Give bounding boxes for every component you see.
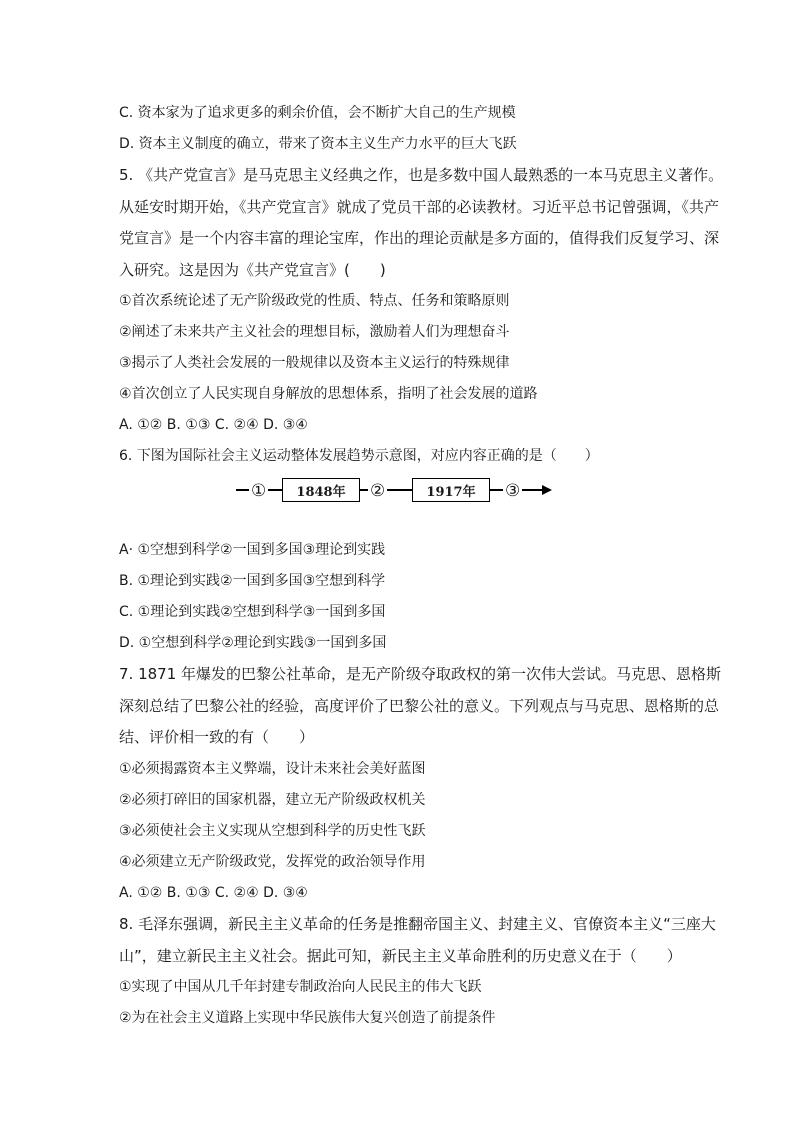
question-7-stem: 7. 1871 年爆发的巴黎公社革命，是无产阶级夺取政权的第一次伟大尝试。马克思、恩格斯 (119, 665, 722, 683)
question-5-stem: 党宣言》是一个内容丰富的理论宝库，作出的理论贡献是多方面的，值得我们反复学习、深 (119, 229, 720, 247)
option-d-line: D. ①空想到科学②理论到实践③一国到多国 (119, 635, 387, 651)
question-5-stem: 入研究。这是因为《共产党宣言》( ) (119, 261, 386, 279)
statement-item: ②为在社会主义道路上实现中华民族伟大复兴创造了前提条件 (119, 1010, 496, 1026)
question-8-stem: 8. 毛泽东强调，新民主主义革命的任务是推翻帝国主义、封建主义、官僚资本主义“三座大 (119, 915, 716, 933)
statement-item: ④首次创立了人民实现自身解放的思想体系，指明了社会发展的道路 (119, 386, 538, 402)
circled-number-2: ② (370, 481, 386, 501)
question-8-stem: 山”，建立新民主主义社会。据此可知，新民主主义革命胜利的历史意义在于（ ） (119, 947, 682, 965)
option-a-line: A· ①空想到科学②一国到多国③理论到实践 (119, 542, 386, 558)
statement-item: ②必须打碎旧的国家机器，建立无产阶级政权机关 (119, 792, 426, 808)
timeline-year-box: 1917年 (412, 478, 490, 502)
option-c-line: C. 资本家为了追求更多的剩余价值，会不断扩大自己的生产规模 (119, 105, 516, 121)
statement-item: ③必须使社会主义实现从空想到科学的历史性飞跃 (119, 823, 426, 839)
option-c-line: C. ①理论到实践②空想到科学③一国到多国 (119, 604, 386, 620)
question-5-stem: 5. 《共产党宣言》是马克思主义经典之作，也是多数中国人最熟悉的一本马克思主义著作。 (119, 166, 724, 184)
statement-item: ②阐述了未来共产主义社会的理想目标，激励着人们为理想奋斗 (119, 324, 510, 340)
statement-item: ①首次系统论述了无产阶级政党的性质、特点、任务和策略原则 (119, 293, 510, 309)
circled-number-1: ① (251, 481, 267, 501)
timeline-year-box: 1848年 (282, 478, 360, 502)
question-7-stem: 深刻总结了巴黎公社的经验，高度评价了巴黎公社的意义。下列观点与马克思、恩格斯的总 (119, 697, 720, 715)
arrow-head-icon (542, 485, 552, 495)
option-d-line: D. 资本主义制度的确立，带来了资本主义生产力水平的巨大飞跃 (119, 136, 517, 152)
statement-item: ④必须建立无产阶级政党，发挥党的政治领导作用 (119, 854, 426, 870)
option-b-line: B. ①理论到实践②一国到多国③空想到科学 (119, 573, 386, 589)
question-5-stem: 从延安时期开始，《共产党宣言》就成了党员干部的必读教材。习近平总书记曾强调，《共产 (119, 198, 720, 216)
question-7-stem: 结、评价相一致的有（ ） (119, 728, 315, 746)
timeline-diagram (236, 474, 556, 508)
statement-item: ①必须揭露资本主义弊端，设计未来社会美好蓝图 (119, 761, 426, 777)
statement-item: ①实现了中国从几千年封建专制政治向人民民主的伟大飞跃 (119, 979, 482, 995)
statement-item: ③揭示了人类社会发展的一般规律以及资本主义运行的特殊规律 (119, 355, 510, 371)
question-6-stem: 6. 下图为国际社会主义运动整体发展趋势示意图，对应内容正确的是（ ） (119, 448, 599, 464)
answer-options: A. ①② B. ①③ C. ②④ D. ③④ (119, 417, 308, 433)
answer-options: A. ①② B. ①③ C. ②④ D. ③④ (119, 885, 308, 901)
circled-number-3: ③ (505, 481, 521, 501)
